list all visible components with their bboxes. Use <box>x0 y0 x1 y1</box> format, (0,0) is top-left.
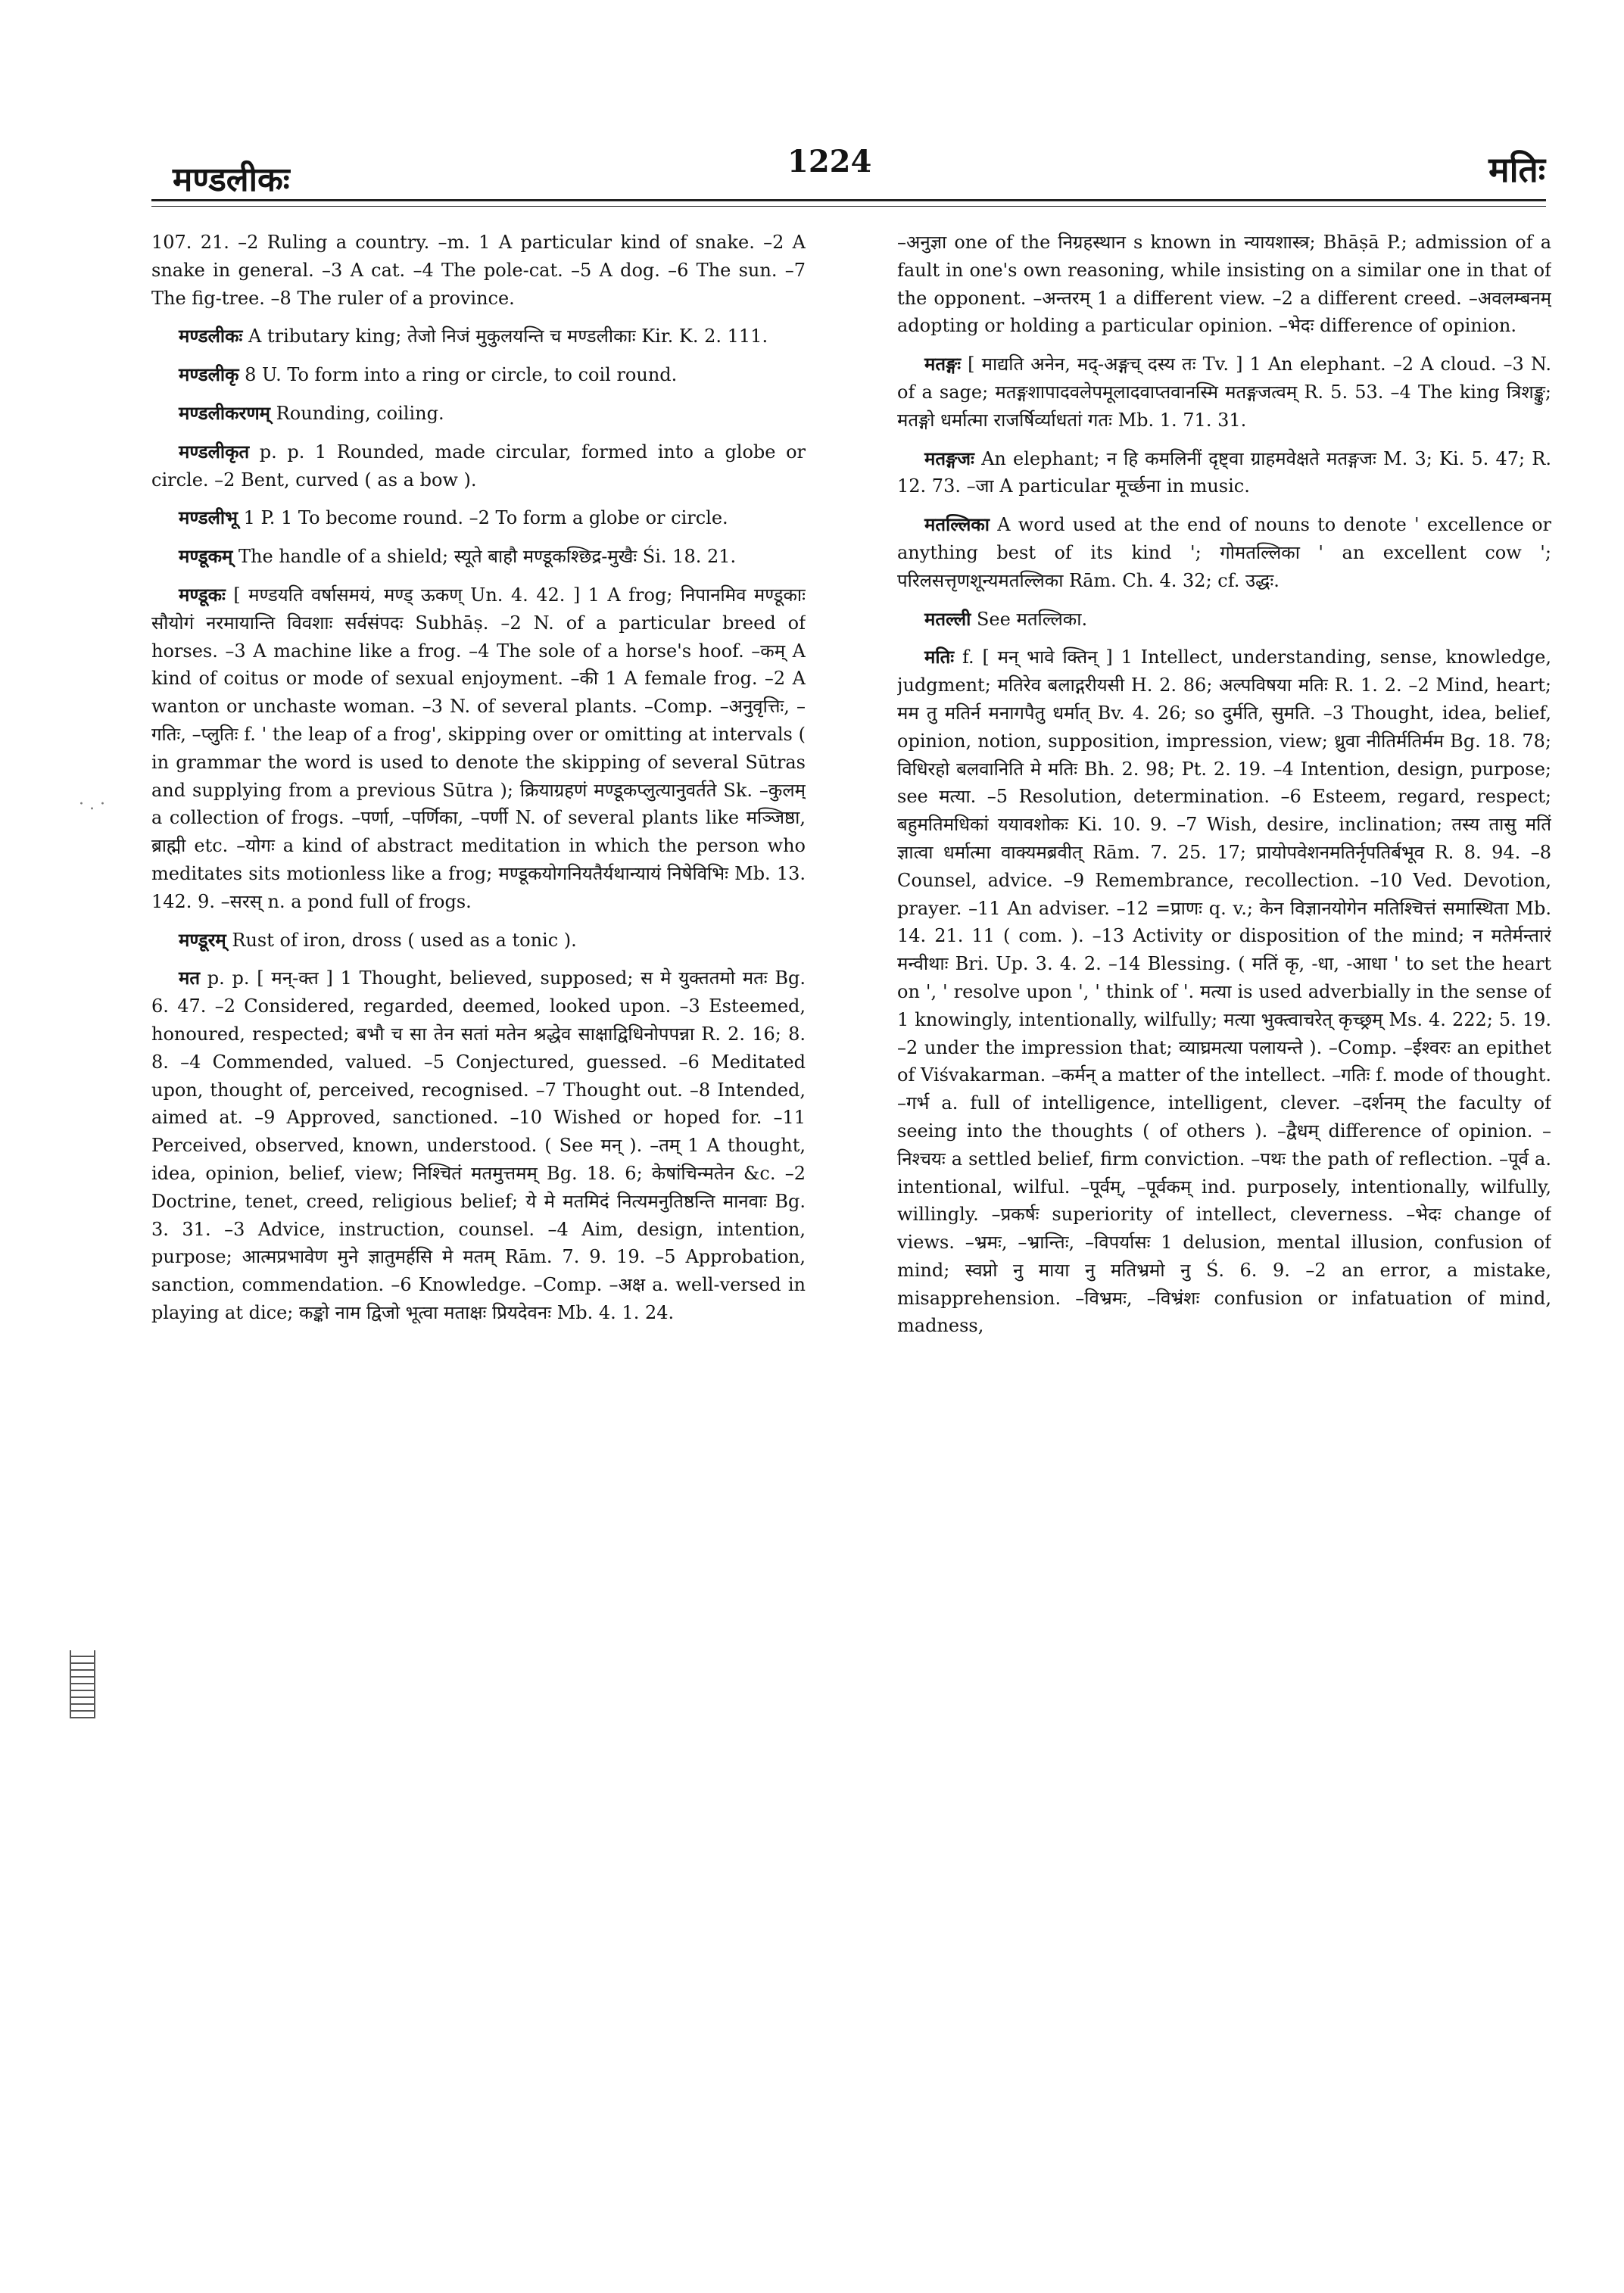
left-column <box>151 229 806 2273</box>
margin-ruler-mark <box>70 1650 95 1718</box>
dictionary-entry <box>151 322 806 350</box>
entry-headword: मण्डूरम् <box>179 928 226 951</box>
dictionary-entry <box>151 361 806 389</box>
entry-headword: मण्डलीकः <box>179 325 243 347</box>
entry-headword: मतङ्गजः <box>924 447 974 469</box>
entry-headword: मण्डलीभू <box>179 506 238 529</box>
dictionary-entry <box>151 927 806 955</box>
entry-headword: मतिः <box>924 646 955 668</box>
dictionary-entry <box>897 511 1551 594</box>
entry-definition: A word used at the end of nouns to denote ' excellence or anything best of its kind '; गोमतल्लिका ' an excellent cow '; परिलसत्तृणशून्यमतल्लिका Rām. Ch. 4. 32; cf. उद्धः. <box>897 514 1551 591</box>
entry-headword: मतल्लिका <box>924 513 990 536</box>
running-head-right: मतिः <box>1488 149 1545 190</box>
entry-definition: p. p. [ मन्-क्त ] 1 Thought, believed, supposed; स मे युक्ततमो मतः Bg. 6. 47. –2 Considered, regarded, deemed, looked upon. –3 Esteemed, honoured, respected; बभौ च सा तेन सतां मतेन श्रद्धेव साक्षाद्विधिनोपपन्ना R. 2. 16; 8. 8. –4 Commended, valued. –5 Conjectured, guessed. –6 Meditated upon, thought of, perceived, recognised. –7 Thought out. –8 Intended, aimed at. –9 Approved, sanctioned. –10 Wished or hoped for. –11 Perceived, observed, known, understood. ( See मन् ). –तम् 1 A thought, idea, opinion, belief, view; निश्चितं मतमुत्तमम् Bg. 18. 6; केषांचिन्मतेन &c. –2 Doctrine, tenet, creed, religious belief; ये मे मतमिदं नित्यमनुतिष्ठन्ति मानवाः Bg. 3. 31. –3 Advice, instruction, counsel. –4 Aim, design, intention, purpose; आत्मप्रभावेण मुने ज्ञातुमर्हसि मे मतम् Rām. 7. 9. 19. –5 Approbation, sanction, commendation. –6 Knowledge. –Comp. –अक्ष a. well-versed in playing at dice; कङ्को नाम द्विजो भूत्वा मताक्षः प्रियदेवनः Mb. 4. 1. 24. <box>151 967 806 1323</box>
dictionary-entry <box>151 964 806 1326</box>
dictionary-entry <box>897 350 1551 434</box>
entry-definition: An elephant; न हि कमलिनीं दृष्ट्वा ग्राहमवेक्षते मतङ्गजः M. 3; Ki. 5. 47; R. 12. 73. –जा A particular मूर्च्छना in music. <box>897 447 1551 497</box>
entry-definition: [ माद्यति अनेन, मद्-अङ्गच् दस्य तः Tv. ] 1 An elephant. –2 A cloud. –3 N. of a sage; मतङ्गशापादवलेपमूलादवाप्तवानस्मि मतङ्गजत्वम् R. 5. 53. –4 The king त्रिशङ्कु; मतङ्गो धर्मात्मा राजर्षिर्व्याधतां गतः Mb. 1. 71. 31. <box>897 354 1551 431</box>
dictionary-entry <box>897 445 1551 501</box>
dictionary-entry <box>897 606 1551 634</box>
entry-headword: मण्डलीकृत <box>179 440 250 463</box>
entry-headword: मण्डूकम् <box>179 545 233 568</box>
dictionary-entry <box>897 643 1551 1340</box>
entry-definition: f. [ मन् भावे क्तिन् ] 1 Intellect, understanding, sense, knowledge, judgment; मतिरेव बलाद्गरीयसी H. 2. 86; अल्पविषया मतिः R. 1. 2. –2 Mind, heart; मम तु मतिर्न मनागपैतु धर्मात् Bv. 4. 26; so दुर्मति, सुमति. –3 Thought, idea, belief, opinion, notion, supposition, impression, view; ध्रुवा नीतिर्मतिर्मम Bg. 18. 78; विधिरहो बलवानिति मे मतिः Bh. 2. 98; Pt. 2. 19. –4 Intention, design, purpose; see मत्या. –5 Resolution, determination. –6 Esteem, regard, respect; बहुमतिमधिकां ययावशोकः Ki. 10. 9. –7 Wish, desire, inclination; तस्य तासु मतिं ज्ञात्वा धर्मात्मा वाक्यमब्रवीत् Rām. 7. 25. 17; प्रायोपवेशनमतिर्नृपतिर्बभूव R. 8. 94. –8 Counsel, advice. –9 Remembrance, recollection. –10 Ved. Devotion, prayer. –11 An adviser. –12 =प्राणः q. v.; केन विज्ञानयोगेन मतिश्चित्तं समास्थिता Mb. 14. 21. 11 ( com. ). –13 Activity or disposition of the mind; न मतेर्मन्तारं मन्वीथाः Bri. Up. 3. 4. 2. –14 Blessing. ( मतिं कृ, -धा, -आधा ' to set the heart on ', ' resolve upon ', ' think of '. मत्या is used adverbially in the sense of 1 knowingly, intentionally, wilfully; मत्या भुक्त्वाचरेत् कृच्छ्रम् Ms. 4. 222; 5. 19. –2 under the impression that; व्याघ्रमत्या पलायन्ते ). –Comp. –ईश्वरः an epithet of Viśvakarman. –कर्मन् a matter of the intellect. –गतिः f. mode of thought. –गर्भ a. full of intelligence, intelligent, clever. –दर्शनम् the faculty of seeing into the thoughts ( of others ). –द्वैधम् difference of opinion. –निश्चयः a settled belief, firm conviction. –पथः the path of reflection. –पूर्व a. intentional, wilful. –पूर्वम्, –पूर्वकम् ind. purposely, intentionally, wilfully, willingly. –प्रकर्षः superiority of intellect, cleverness. –भेदः change of views. –भ्रमः, –भ्रान्तिः, –विपर्यासः 1 delusion, mental illusion, confusion of mind; स्वप्नो नु माया नु मतिभ्रमो नु Ś. 6. 9. –2 an error, a mistake, misapprehension. –विभ्रमः, –विभ्रंशः confusion or infatuation of mind, madness, <box>897 646 1551 1337</box>
entry-headword: मत <box>179 967 201 989</box>
dictionary-entry <box>151 581 806 916</box>
page-number: 1224 <box>787 144 872 179</box>
header-rule-thin <box>151 206 1546 207</box>
dictionary-entry <box>151 229 806 312</box>
header-rule-thick <box>151 199 1546 201</box>
entry-definition: 107. 21. –2 Ruling a country. –m. 1 A particular kind of snake. –2 A snake in general. –3 A cat. –4 The pole-cat. –5 A dog. –6 The sun. –7 The fig-tree. –8 The ruler of a province. <box>151 232 806 309</box>
dictionary-entry <box>151 543 806 571</box>
entry-definition: A tributary king; तेजो निजं मुकुलयन्ति च मण्डलीकाः Kir. K. 2. 111. <box>242 326 768 347</box>
entry-definition: 1 P. 1 To become round. –2 To form a globe or circle. <box>237 507 728 529</box>
entry-headword: मतल्ली <box>924 607 971 630</box>
entry-definition: The handle of a shield; स्यूते बाहौ मण्डूकश्छिद्र-मुखैः Śi. 18. 21. <box>232 546 737 568</box>
dictionary-entry <box>897 229 1551 340</box>
entry-headword: मण्डलीकरणम् <box>179 401 271 424</box>
dictionary-entry <box>151 504 806 532</box>
entry-definition: 8 U. To form into a ring or circle, to coil round. <box>238 364 678 386</box>
running-head-left: मण्डलीकः <box>173 160 290 199</box>
entry-definition: p. p. 1 Rounded, made circular, formed into a globe or circle. –2 Bent, curved ( as a bow ). <box>151 441 806 491</box>
entry-headword: मतङ्गः <box>924 353 962 375</box>
entry-definition: [ मण्डयति वर्षासमयं, मण्ड् ऊकण् Un. 4. 42. ] 1 A frog; निपानमिव मण्डूकाः सौयोगं नरमायान्ति विवशाः सर्वसंपदः Subhāṣ. –2 N. of a particular breed of horses. –3 A machine like a frog. –4 The sole of a horse's hoof. –कम् A kind of coitus or mode of sexual enjoyment. –की 1 A female frog. –2 A wanton or unchaste woman. –3 N. of several plants. –Comp. –अनुवृत्तिः, –गतिः, –प्लुतिः f. ' the leap of a frog', skipping over or omitting at intervals ( in grammar the word is used to denote the skipping of several Sūtras and supplying from a previous Sūtra ); क्रियाग्रहणं मण्डूकप्लुत्यानुवर्तते Sk. –कुलम् a collection of frogs. –पर्णा, –पर्णिका, –पर्णी N. of several plants like मञ्जिष्ठा, ब्राह्मी etc. –योगः a kind of abstract meditation in which the person who meditates sits motionless like a frog; मण्डूकयोगनियतैर्यथान्यायं निषेविभिः Mb. 13. 142. 9. –सरस् n. a pond full of frogs. <box>151 584 806 912</box>
dictionary-entry <box>151 400 806 428</box>
entry-definition: Rounding, coiling. <box>270 402 444 424</box>
entry-definition: –अनुज्ञा one of the निग्रहस्थान s known in न्यायशास्त्र; Bhāṣā P.; admission of a fault in one's own reasoning, while insisting on a similar one in that of the opponent. –अन्तरम् 1 a different view. –2 a different creed. –अवलम्बनम् adopting or holding a particular opinion. –भेदः difference of opinion. <box>897 232 1551 337</box>
dictionary-entry <box>151 438 806 494</box>
entry-definition: See मतल्लिका. <box>971 608 1088 630</box>
right-column <box>897 229 1551 2273</box>
margin-dots: · . · <box>79 795 105 814</box>
entry-headword: मण्डूकः <box>179 583 226 606</box>
entry-definition: Rust of iron, dross ( used as a tonic ). <box>226 929 577 951</box>
entry-headword: मण्डलीकृ <box>179 363 239 386</box>
